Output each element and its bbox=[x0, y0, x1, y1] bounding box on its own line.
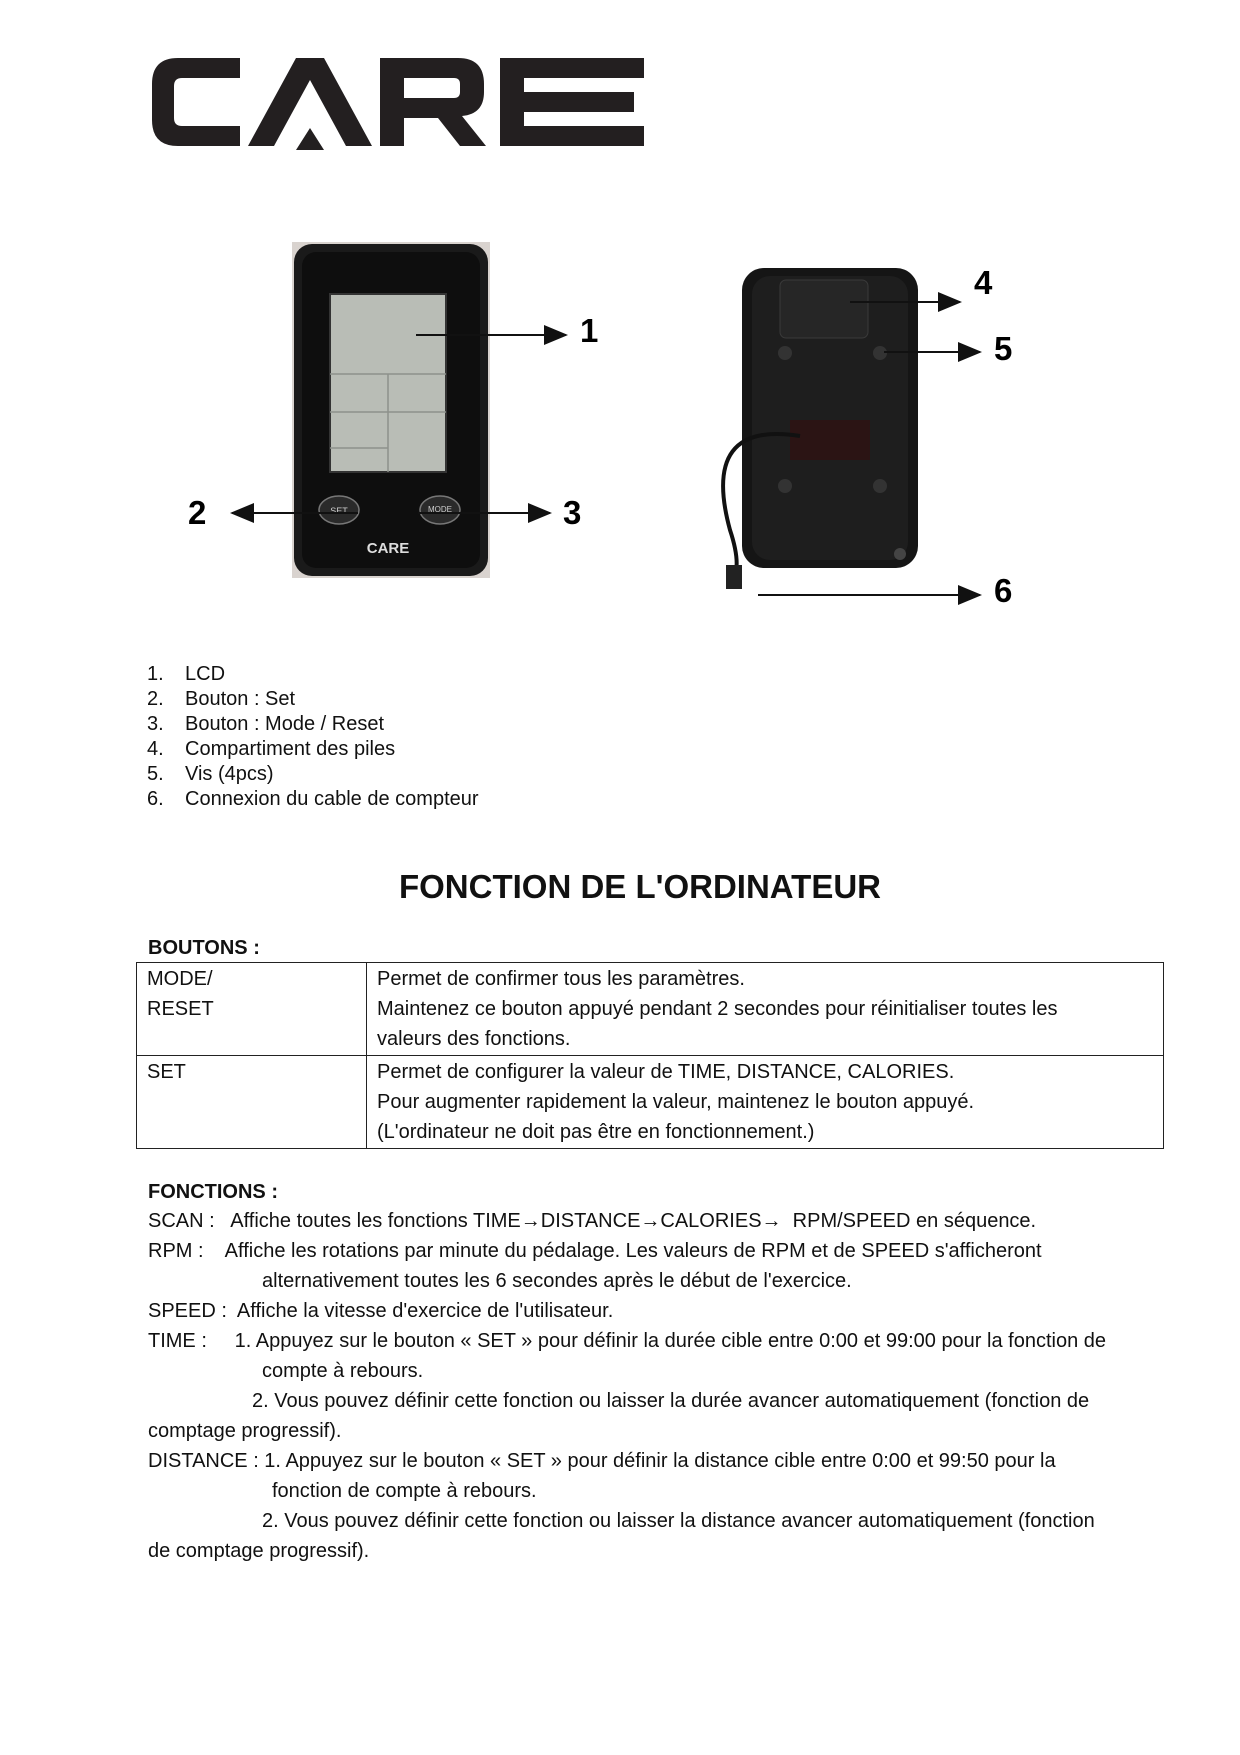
function-line: compte à rebours. bbox=[262, 1360, 424, 1382]
legend-item: 2. Bouton : Set bbox=[147, 688, 296, 710]
functions-text bbox=[148, 1206, 1148, 1566]
function-line: alternativement toutes les 6 secondes après le début de l'exercice. bbox=[262, 1270, 852, 1292]
callout-3: 3 bbox=[563, 494, 582, 531]
function-line: SCAN : Affiche toutes les fonctions TIME→DISTANCE→CALORIES→ RPM/SPEED en séquence. bbox=[148, 1210, 1037, 1232]
rear-console-photo bbox=[723, 268, 918, 589]
legend-item: 3. Bouton : Mode / Reset bbox=[147, 713, 385, 735]
front-console-photo bbox=[292, 242, 490, 578]
legend-item: 4. Compartiment des piles bbox=[147, 738, 396, 760]
function-line: comptage progressif). bbox=[148, 1420, 342, 1442]
battery-compartment bbox=[780, 280, 868, 338]
legend-item: 6. Connexion du cable de compteur bbox=[147, 788, 479, 810]
button-description-cell: Permet de confirmer tous les paramètres. Maintenez ce bouton appuyé pendant 2 secondes pour réinitialiser toutes les valeurs des fonctions. bbox=[367, 963, 1164, 1056]
function-line: 2. Vous pouvez définir cette fonction ou laisser la distance avancer automatiquement (fonction bbox=[262, 1510, 1095, 1532]
section-title: FONCTION DE L'ORDINATEUR bbox=[398, 868, 882, 905]
mode-button-label: MODE bbox=[428, 505, 452, 514]
function-line: DISTANCE : 1. Appuyez sur le bouton « SET » pour définir la distance cible entre 0:00 et 99:50 pour la bbox=[148, 1450, 1056, 1472]
callout-4: 4 bbox=[974, 264, 993, 301]
table-row bbox=[137, 1056, 1164, 1149]
legend-item: 5. Vis (4pcs) bbox=[147, 763, 274, 785]
device-figure bbox=[0, 230, 1240, 620]
function-line: 2. Vous pouvez définir cette fonction ou laisser la durée avancer automatiquement (fonction de bbox=[252, 1390, 1090, 1412]
callout-5: 5 bbox=[994, 330, 1013, 367]
function-line: fonction de compte à rebours. bbox=[272, 1480, 537, 1502]
function-line: de comptage progressif). bbox=[148, 1540, 370, 1562]
function-line: RPM : Affiche les rotations par minute du pédalage. Les valeurs de RPM et de SPEED s'afficheront bbox=[148, 1240, 1042, 1262]
callout-1: 1 bbox=[580, 312, 599, 349]
button-name-cell: SET bbox=[137, 1056, 367, 1149]
callout-6: 6 bbox=[994, 572, 1013, 609]
table-row bbox=[137, 963, 1164, 1056]
function-line: TIME : 1. Appuyez sur le bouton « SET » pour définir la durée cible entre 0:00 et 99:00 pour la fonction de bbox=[148, 1330, 1106, 1352]
button-description-cell: Permet de configurer la valeur de TIME, DISTANCE, CALORIES. Pour augmenter rapidement la valeur, maintenez le bouton appuyé. (L'ordinateur ne doit pas être en fonctionnement.) bbox=[367, 1056, 1164, 1149]
console-brand: CARE bbox=[366, 540, 410, 557]
legend-item: 1. LCD bbox=[147, 663, 226, 685]
function-line: SPEED : Affiche la vitesse d'exercice de l'utilisateur. bbox=[148, 1300, 614, 1322]
care-logo bbox=[148, 52, 648, 152]
buttons-heading: BOUTONS : bbox=[148, 937, 260, 959]
functions-heading: FONCTIONS : bbox=[148, 1181, 278, 1203]
callout-2: 2 bbox=[188, 494, 207, 531]
parts-legend bbox=[147, 662, 479, 812]
buttons-table bbox=[136, 962, 1164, 1149]
set-button-label: SET bbox=[330, 506, 348, 516]
button-name-cell: MODE/ RESET bbox=[137, 963, 367, 1056]
